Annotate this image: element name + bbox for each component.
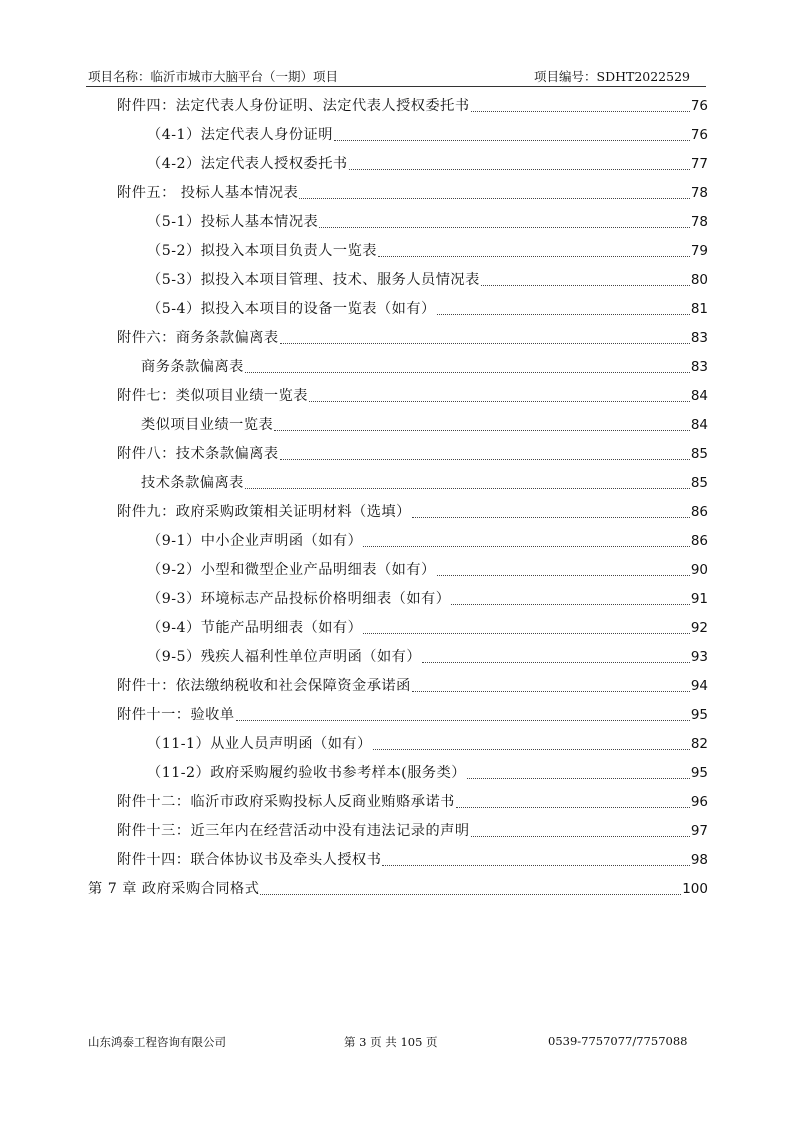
toc-entry-title: 附件十：依法缴纳税收和社会保障资金承诺函: [117, 678, 411, 694]
toc-leader-dots: [236, 720, 690, 721]
page-footer: [86, 1034, 708, 1052]
toc-leader-dots: [412, 517, 690, 518]
toc-entry[interactable]: [86, 469, 708, 498]
toc-entry-page: 86: [690, 504, 708, 520]
toc-entry-page: 83: [690, 330, 708, 346]
toc-entry-title: （4-2）法定代表人授权委托书: [147, 156, 348, 172]
toc-entry[interactable]: [86, 150, 708, 179]
toc-entry[interactable]: [86, 208, 708, 237]
toc-entry-title: （4-1）法定代表人身份证明: [147, 127, 333, 143]
toc-entry-title: 附件十三：近三年内在经营活动中没有违法记录的声明: [117, 823, 470, 839]
toc-entry[interactable]: [86, 846, 708, 875]
toc-entry-title: 附件八：技术条款偏离表: [117, 446, 279, 462]
toc-entry-title: 第 7 章 政府采购合同格式: [88, 881, 260, 897]
toc-entry-page: 98: [690, 852, 708, 868]
toc-leader-dots: [456, 807, 690, 808]
toc-entry[interactable]: [86, 701, 708, 730]
toc-leader-dots: [437, 314, 690, 315]
toc-entry[interactable]: [86, 295, 708, 324]
toc-leader-dots: [274, 430, 690, 431]
footer-page-info: 第 3 页 共 105 页: [344, 1035, 438, 1049]
toc-entry-page: 82: [690, 736, 708, 752]
toc-entry-page: 86: [690, 533, 708, 549]
toc-entry-page: 93: [690, 649, 708, 665]
toc-leader-dots: [299, 198, 690, 199]
toc-entry-title: 商务条款偏离表: [141, 359, 244, 375]
toc-entry-page: 97: [690, 823, 708, 839]
toc-leader-dots: [319, 227, 690, 228]
toc-entry-title: 附件十二：临沂市政府采购投标人反商业贿赂承诺书: [117, 794, 455, 810]
toc-leader-dots: [309, 401, 690, 402]
toc-entry-page: 76: [690, 127, 708, 143]
toc-entry-page: 85: [690, 446, 708, 462]
toc-entry-page: 78: [690, 185, 708, 201]
toc-entry[interactable]: [86, 382, 708, 411]
toc-entry-page: 85: [690, 475, 708, 491]
toc-entry[interactable]: [86, 92, 708, 121]
toc-entry[interactable]: [86, 266, 708, 295]
toc-entry-title: 类似项目业绩一览表: [141, 417, 274, 433]
toc-leader-dots: [245, 372, 690, 373]
toc-entry[interactable]: [86, 440, 708, 469]
toc-entry-page: 95: [690, 765, 708, 781]
toc-entry-title: （5-3）拟投入本项目管理、技术、服务人员情况表: [147, 272, 480, 288]
toc-entry-title: 附件七：类似项目业绩一览表: [117, 388, 308, 404]
toc-leader-dots: [349, 169, 690, 170]
toc-entry-title: 附件五： 投标人基本情况表: [117, 185, 299, 201]
page-header: [86, 64, 706, 87]
toc-entry-page: 96: [690, 794, 708, 810]
toc-entry[interactable]: [86, 498, 708, 527]
toc-entry[interactable]: [86, 614, 708, 643]
toc-entry-title: （9-5）残疾人福利性单位声明函（如有）: [147, 649, 422, 665]
toc-entry[interactable]: [86, 759, 708, 788]
toc-entry-title: （5-4）拟投入本项目的设备一览表（如有）: [147, 301, 436, 317]
toc-leader-dots: [363, 633, 690, 634]
toc-entry[interactable]: [86, 324, 708, 353]
toc-entry[interactable]: [86, 643, 708, 672]
toc-leader-dots: [334, 140, 690, 141]
toc-leader-dots: [363, 546, 690, 547]
toc-entry[interactable]: [86, 875, 708, 904]
footer-phone: 0539-7757077/7757088: [548, 1034, 688, 1048]
toc-leader-dots: [437, 575, 690, 576]
toc-entry-page: 95: [690, 707, 708, 723]
toc-entry-title: 附件四：法定代表人身份证明、法定代表人授权委托书: [117, 98, 470, 114]
toc-entry[interactable]: [86, 788, 708, 817]
toc-entry[interactable]: [86, 556, 708, 585]
toc-entry-title: （9-4）节能产品明细表（如有）: [147, 620, 363, 636]
toc-entry-page: 78: [690, 214, 708, 230]
toc-leader-dots: [378, 256, 690, 257]
toc-entry[interactable]: [86, 237, 708, 266]
toc-leader-dots: [481, 285, 690, 286]
toc-entry-title: 附件六：商务条款偏离表: [117, 330, 279, 346]
toc-entry-title: 附件十一：验收单: [117, 707, 235, 723]
toc-entry[interactable]: [86, 672, 708, 701]
toc-leader-dots: [245, 488, 690, 489]
toc-entry-title: （11-2）政府采购履约验收书参考样本(服务类）: [147, 765, 466, 781]
toc-entry-page: 79: [690, 243, 708, 259]
toc-entry-page: 91: [690, 591, 708, 607]
toc-entry-title: （9-1）中小企业声明函（如有）: [147, 533, 363, 549]
toc-entry[interactable]: [86, 585, 708, 614]
toc-entry[interactable]: [86, 527, 708, 556]
toc-entry-page: 80: [690, 272, 708, 288]
table-of-contents: [86, 92, 708, 904]
toc-leader-dots: [471, 836, 690, 837]
toc-entry-title: （5-2）拟投入本项目负责人一览表: [147, 243, 377, 259]
toc-leader-dots: [471, 111, 690, 112]
toc-entry[interactable]: [86, 730, 708, 759]
toc-entry[interactable]: [86, 817, 708, 846]
toc-entry[interactable]: [86, 353, 708, 382]
toc-entry-page: 83: [690, 359, 708, 375]
toc-entry[interactable]: [86, 179, 708, 208]
toc-entry-title: 附件十四：联合体协议书及牵头人授权书: [117, 852, 382, 868]
toc-leader-dots: [382, 865, 689, 866]
toc-leader-dots: [373, 749, 690, 750]
toc-entry[interactable]: [86, 411, 708, 440]
toc-entry-page: 77: [690, 156, 708, 172]
toc-entry-page: 94: [690, 678, 708, 694]
toc-entry-page: 84: [690, 417, 708, 433]
toc-leader-dots: [422, 662, 690, 663]
toc-entry-title: （9-3）环境标志产品投标价格明细表（如有）: [147, 591, 451, 607]
toc-entry-title: 技术条款偏离表: [141, 475, 244, 491]
toc-entry-page: 100: [682, 881, 708, 897]
toc-leader-dots: [260, 894, 681, 895]
toc-entry-page: 90: [690, 562, 708, 578]
toc-entry-page: 84: [690, 388, 708, 404]
toc-entry[interactable]: [86, 121, 708, 150]
toc-entry-page: 81: [690, 301, 708, 317]
toc-entry-title: （5-1）投标人基本情况表: [147, 214, 319, 230]
project-name: 项目名称：临沂市城市大脑平台（一期）项目: [88, 69, 339, 84]
toc-entry-title: （11-1）从业人员声明函（如有）: [147, 736, 372, 752]
toc-entry-page: 92: [690, 620, 708, 636]
footer-company: 山东鸿泰工程咨询有限公司: [88, 1035, 226, 1049]
toc-leader-dots: [451, 604, 689, 605]
toc-leader-dots: [280, 459, 690, 460]
toc-leader-dots: [280, 343, 690, 344]
toc-leader-dots: [412, 691, 690, 692]
toc-leader-dots: [467, 778, 690, 779]
project-code: 项目编号：SDHT2022529: [534, 69, 690, 84]
toc-entry-title: （9-2）小型和微型企业产品明细表（如有）: [147, 562, 436, 578]
toc-entry-title: 附件九：政府采购政策相关证明材料（选填）: [117, 504, 411, 520]
toc-entry-page: 76: [690, 98, 708, 114]
